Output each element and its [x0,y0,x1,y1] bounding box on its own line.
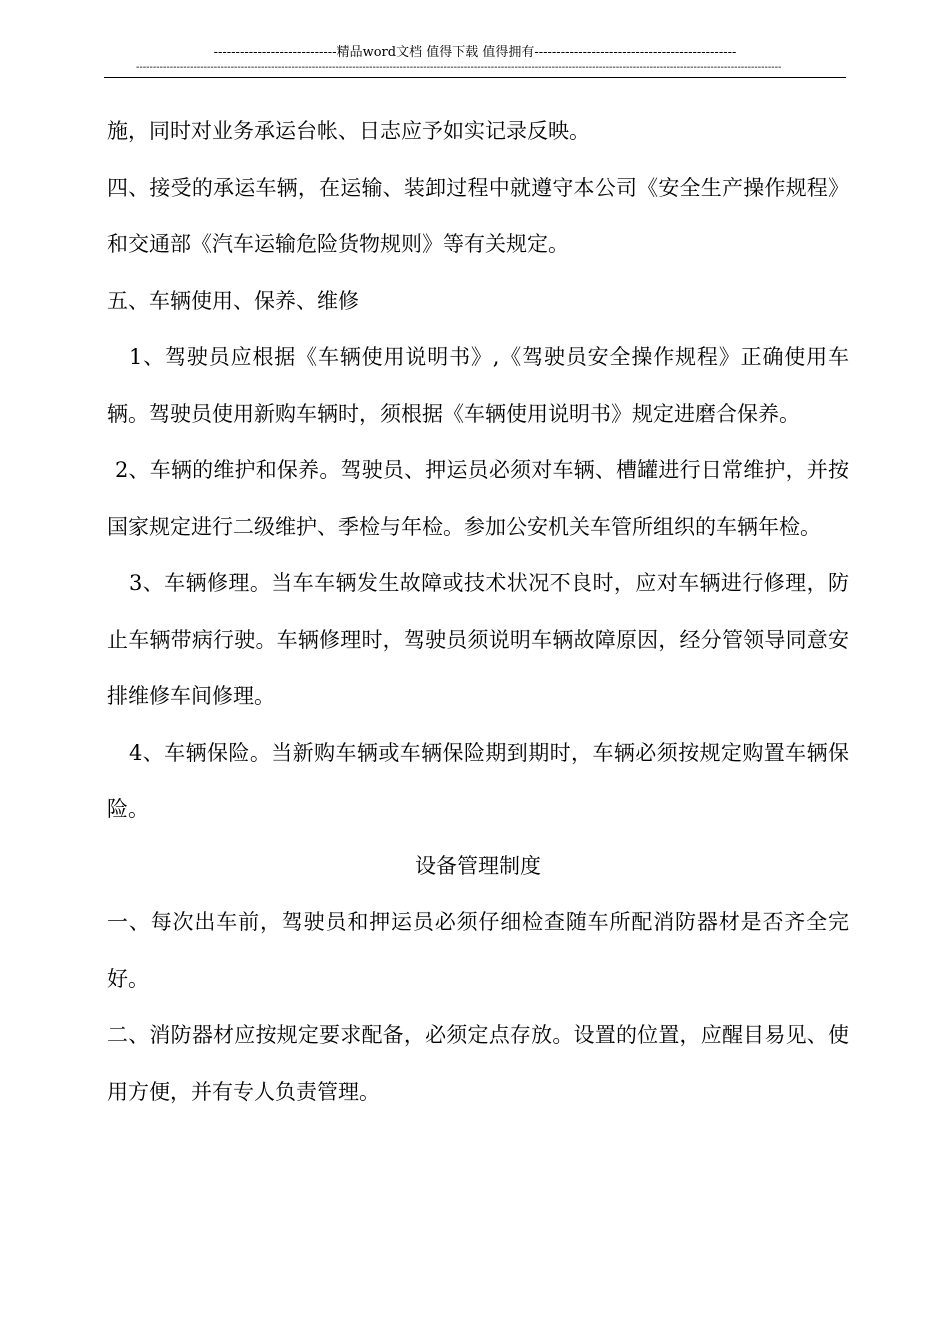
page-header-banner: ----------------------------精品word文档 值得下载 值得拥有---------------------------------------------- [213,45,737,60]
paragraph-continuation: 施，同时对业务承运台帐、日志应予如实记录反映。 [107,119,590,143]
paragraph-subitem-2: 2、车辆的维护和保养。驾驶员、押运员必须对车辆、槽罐进行日常维护，并按国家规定进行二级维护、季检与年检。参加公安机关车管所组织的车辆年检。 [107,458,849,539]
document-body [107,103,849,1120]
paragraph-subitem-4: 4、车辆保险。当新购车辆或车辆保险期到期时，车辆必须按规定购置车辆保险。 [107,740,849,821]
header-divider [104,77,846,78]
section-paragraph-1: 一、每次出车前，驾驶员和押运员必须仔细检查随车所配消防器材是否齐全完好。 [107,910,849,991]
section-title: 设备管理制度 [415,853,541,878]
paragraph-item-five-heading: 五、车辆使用、保养、维修 [107,288,359,313]
section-paragraph-2: 二、消防器材应按规定要求配备，必须定点存放。设置的位置，应醒目易见、使用方便，并有专人负责管理。 [107,1023,849,1104]
paragraph-item-four: 四、接受的承运车辆，在运输、装卸过程中就遵守本公司《安全生产操作规程》和交通部《汽车运输危险货物规则》等有关规定。 [107,175,849,256]
paragraph-subitem-3: 3、车辆修理。当车车辆发生故障或技术状况不良时，应对车辆进行修理，防止车辆带病行驶。车辆修理时，驾驶员须说明车辆故障原因，经分管领导同意安排维修车间修理。 [107,571,849,708]
paragraph-subitem-1: 1、驾驶员应根据《车辆使用说明书》,《驾驶员安全操作规程》正确使用车辆。驾驶员使用新购车辆时，须根据《车辆使用说明书》规定进磨合保养。 [107,345,849,426]
page-header-dashes: ----------------------------------------------------------------------------------------------------------------------------------------------------------------------------------------------- [136,62,782,73]
